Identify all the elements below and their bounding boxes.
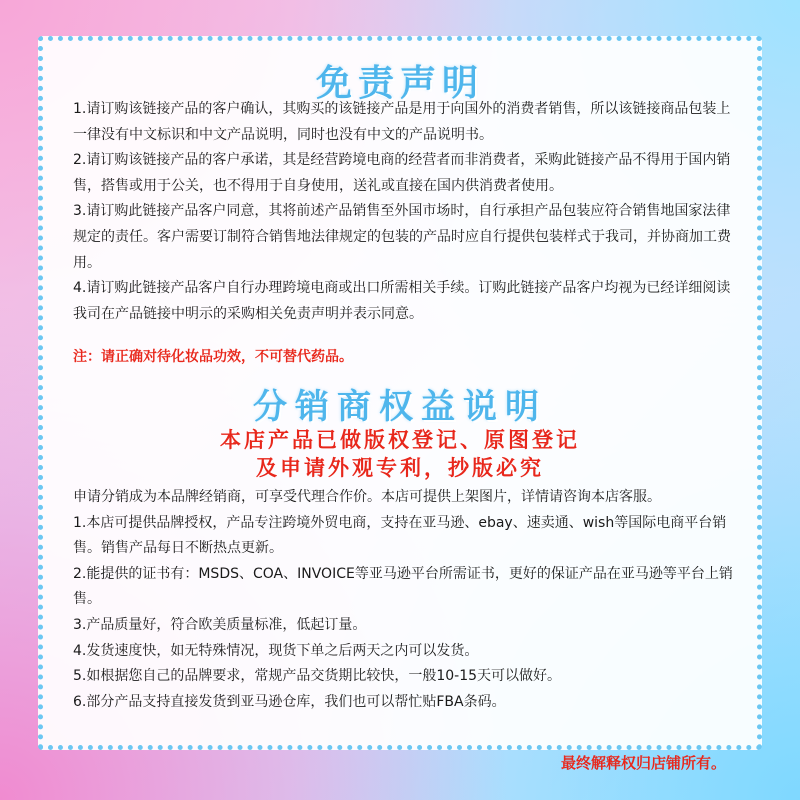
content-card: [38, 36, 762, 750]
distribution-item-3: 3.产品质量好，符合欧美质量标准，低起订量。: [73, 616, 367, 633]
disclaimer-item-3: 3.请订购此链接产品客户同意，其将前述产品销售至外国市场时，自行承担产品包装应符合销售地国家法律规定的责任。客户需要订制符合销售地法律规定的包装的产品时应自行提供包装样式于我司，并协商加工费用。: [73, 203, 731, 271]
cosmetics-note: 注：请正确对待化妆品功效，不可替代药品。: [73, 349, 353, 365]
copyright-notice-line-2: 及申请外观专利，抄版必究: [256, 456, 544, 480]
disclaimer-item-1: 1.请订购该链接产品的客户确认，其购买的该链接产品是用于向国外的消费者销售，所以该链接商品包装上一律没有中文标识和中文产品说明，同时也没有中文的产品说明书。: [73, 101, 731, 143]
distribution-item-6: 6.部分产品支持直接发货到亚马逊仓库，我们也可以帮忙贴FBA条码。: [73, 693, 506, 710]
disclaimer-title: 免责声明: [315, 63, 484, 104]
distribution-item-2: 2.能提供的证书有：MSDS、COA、INVOICE等亚马逊平台所需证书，更好的保证产品在亚马逊等平台上销售。: [73, 565, 733, 608]
distribution-item-4: 4.发货速度快，如无特殊情况，现货下单之后两天之内可以发货。: [73, 642, 479, 659]
distribution-list: [73, 485, 735, 715]
disclaimer-item-2: 2.请订购该链接产品的客户承诺，其是经营跨境电商的经营者而非消费者，采购此链接产品不得用于国内销售，搭售或用于公关，也不得用于自身使用，送礼或直接在国内供消费者使用。: [73, 152, 731, 194]
disclaimer-list: [73, 97, 735, 327]
distribution-item-5: 5.如根据您自己的品牌要求，常规产品交货期比较快，一般10-15天可以做好。: [73, 668, 562, 685]
disclaimer-item-4: 4.请订购此链接产品客户自行办理跨境电商或出口所需相关手续。订购此链接产品客户均视为已经详细阅读我司在产品链接中明示的采购相关免责声明并表示同意。: [73, 280, 731, 322]
copyright-notice-line-1: 本店产品已做版权登记、原图登记: [220, 428, 580, 452]
distribution-title: 分销商权益说明: [253, 387, 547, 427]
distribution-item-1: 1.本店可提供品牌授权，产品专注跨境外贸电商，支持在亚马逊、ebay、速卖通、wish等国际电商平台销售。销售产品每日不断热点更新。: [73, 514, 727, 557]
distribution-intro: 申请分销成为本品牌经销商，可享受代理合作价。本店可提供上架图片，详情请咨询本店客服。: [73, 489, 661, 505]
footer-rights-note: 最终解释权归店铺所有。: [560, 754, 726, 772]
